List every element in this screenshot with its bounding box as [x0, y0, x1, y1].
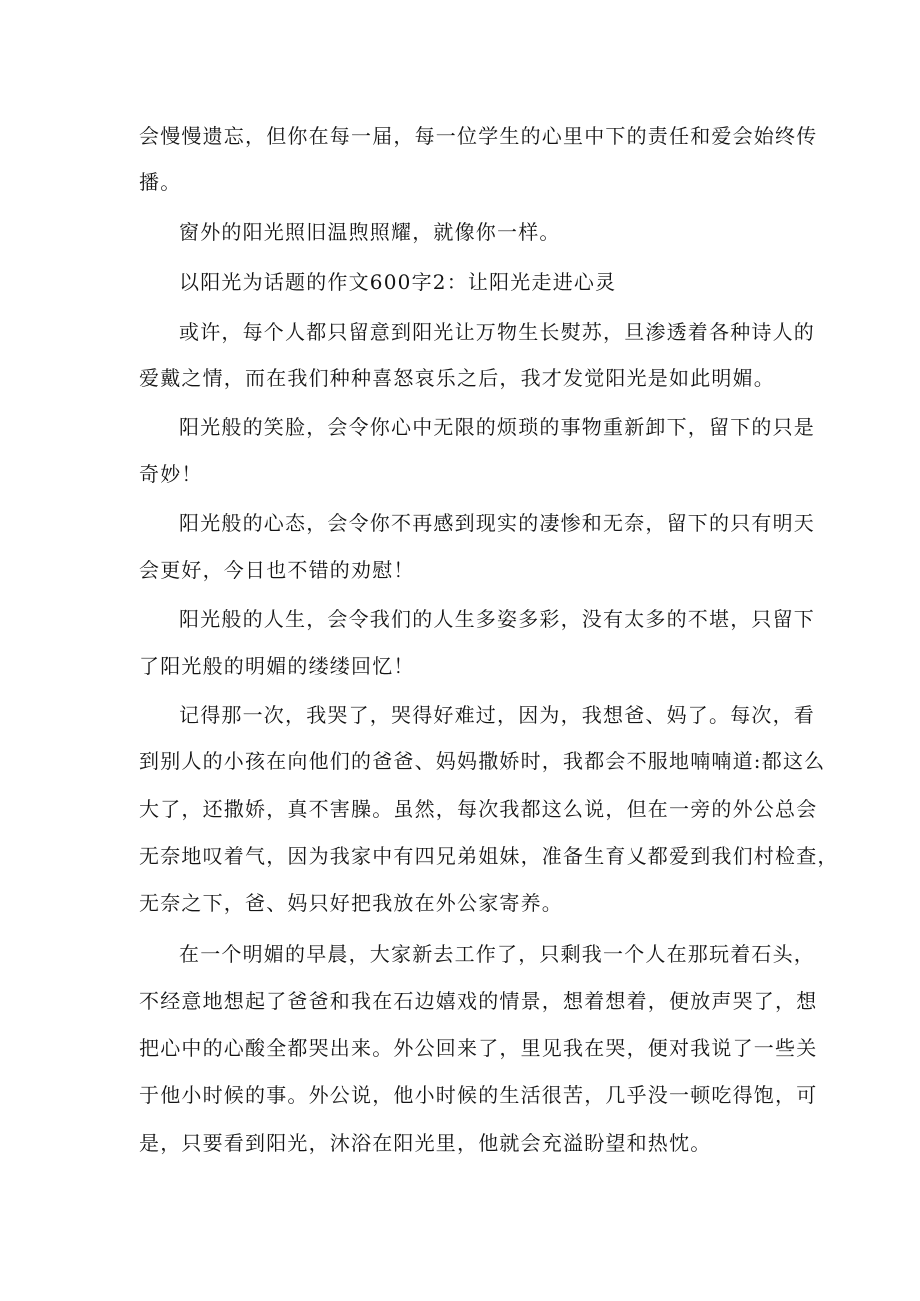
text-line: 于他小时候的事。外公说，他小时候的生活很苦，几乎没一顿吃得饱，可	[139, 1083, 818, 1107]
text-line: 阳光般的人生，会令我们的人生多姿多彩，没有太多的不堪，只留下	[179, 607, 815, 631]
text-line: 了阳光般的明媚的缕缕回忆！	[139, 654, 415, 678]
text-line: 爱戴之情，而在我们种种喜怒哀乐之后，我才发觉阳光是如此明媚。	[139, 366, 775, 390]
text-line: 在一个明媚的早晨，大家新去工作了，只剩我一个人在那玩着石头，	[179, 942, 815, 966]
text-line: 无奈之下，爸、妈只好把我放在外公家寄养。	[139, 891, 563, 915]
text-line: 奇妙！	[139, 462, 203, 486]
text-line: 记得那一次，我哭了，哭得好难过，因为，我想爸、妈了。每次，看	[179, 703, 815, 727]
text-line: 窗外的阳光照旧温煦照耀，就像你一样。	[179, 220, 561, 244]
text-line: 大了，还撒娇，真不害臊。虽然，每次我都这么说，但在一旁的外公总会	[139, 797, 818, 821]
text-line: 是，只要看到阳光，沐浴在阳光里，他就会充溢盼望和热忱。	[139, 1131, 712, 1155]
text-line: 不经意地想起了爸爸和我在石边嬉戏的情景，想着想着，便放声哭了，想	[139, 989, 818, 1013]
text-line: 阳光般的心态，会令你不再感到现实的凄惨和无奈，留下的只有明天	[179, 511, 815, 535]
text-line: 无奈地叹着气，因为我家中有四兄弟姐妹，准备生育乂都爱到我们村检查，	[139, 844, 839, 868]
text-line: 到别人的小孩在向他们的爸爸、妈妈撒娇时，我都会不服地喃喃道:都这么	[139, 749, 826, 773]
text-line: 或许，每个人都只留意到阳光让万物生长熨苏，旦渗透着各种诗人的	[179, 320, 815, 344]
text-line: 阳光般的笑脸，会令你心中无限的烦琐的事物重新卸下，留下的只是	[179, 415, 815, 439]
section-heading: 以阳光为话题的作文600字2：让阳光走进心灵	[179, 270, 617, 294]
text-line: 把心中的心酸全都哭出来。外公回来了，里见我在哭，便对我说了一些关	[139, 1036, 818, 1060]
text-line: 会慢慢遗忘，但你在每一届，每一位学生的心里中下的责任和爱会始终传	[139, 124, 818, 148]
text-line: 会更好，今日也不错的劝慰！	[139, 558, 415, 582]
text-line: 播。	[139, 170, 182, 194]
